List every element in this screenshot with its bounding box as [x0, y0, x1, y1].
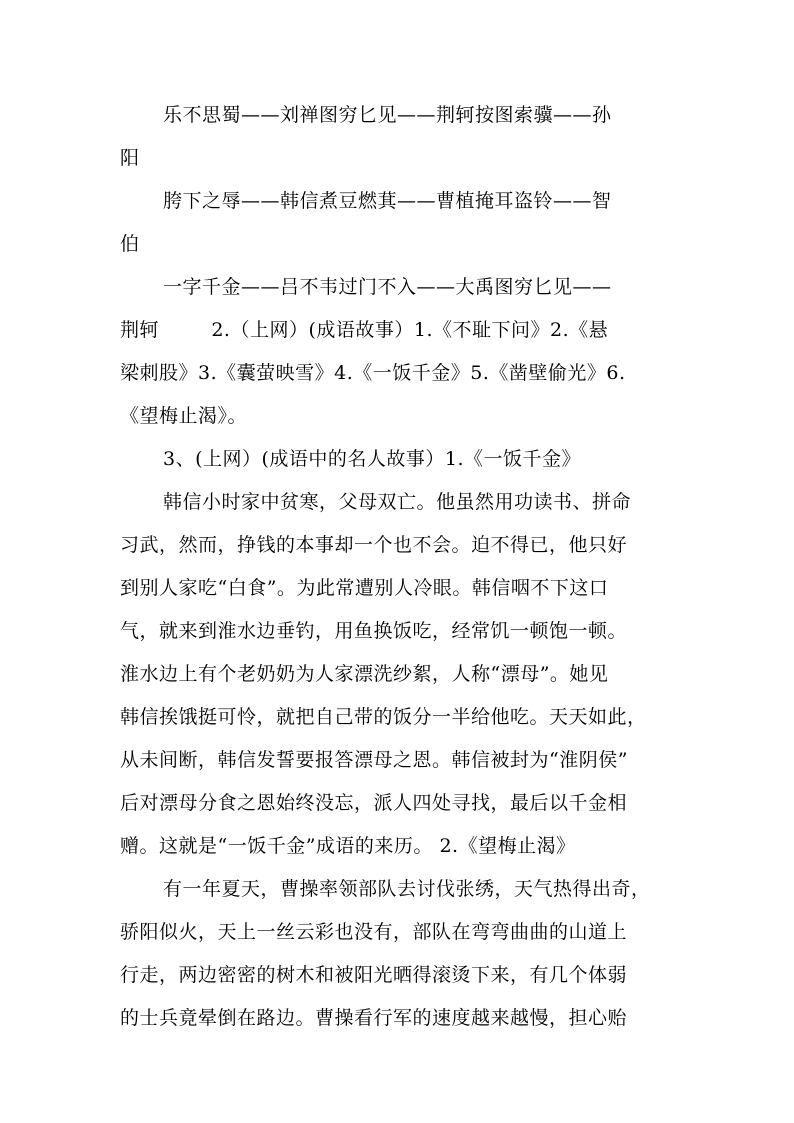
- text-line: 的士兵竟晕倒在路边。曹操看行军的速度越来越慢，担心贻: [120, 1007, 628, 1029]
- text-line: 到别人家吃“白食”。为此常遭别人冷眼。韩信咽不下这口: [120, 577, 609, 599]
- text-line: 习武，然而，挣钱的本事却一个也不会。迫不得已，他只好: [120, 534, 628, 556]
- text-line: 淮水边上有个老奶奶为人家漂洗纱絮，人称“漂母”。她见: [120, 663, 609, 685]
- text-line: 一字千金——吕不韦过门不入——大禹图穷匕见——: [163, 276, 612, 298]
- text-line: 阳: [120, 147, 140, 169]
- text-line: 有一年夏天，曹操率领部队去讨伐张绣，天气热得出奇，: [163, 878, 651, 900]
- text-line: 骄阳似火，天上一丝云彩也没有，部队在弯弯曲曲的山道上: [120, 921, 628, 943]
- text-line: 气，就来到淮水边垂钓，用鱼换饭吃，经常饥一顿饱一顿。: [120, 620, 628, 642]
- text-line: 伯: [120, 233, 140, 255]
- text-line: 胯下之辱——韩信煮豆燃萁——曹植掩耳盗铃——智: [163, 190, 612, 212]
- text-line: 乐不思蜀——刘禅图穷匕见——荆轲按图索骥——孙: [163, 104, 612, 126]
- text-line: 从未间断，韩信发誓要报答漂母之恩。韩信被封为“淮阴侯”: [120, 749, 628, 771]
- text-line: 梁刺股》3.《囊萤映雪》4.《一饭千金》5.《凿壁偷光》6.: [120, 362, 626, 384]
- text-line: 韩信挨饿挺可怜，就把自己带的饭分一半给他吃。天天如此，: [120, 706, 647, 728]
- text-line: 后对漂母分食之恩始终没忘，派人四处寻找，最后以千金相: [120, 792, 628, 814]
- text-line: 行走，两边密密的树木和被阳光晒得滚烫下来，有几个体弱: [120, 964, 628, 986]
- text-line: 荆轲 2.（上网）(成语故事）1.《不耻下问》2.《悬: [120, 319, 609, 341]
- section-heading: 3、(上网）(成语中的名人故事）1.《一饭千金》: [163, 448, 582, 470]
- text-line: 韩信小时家中贫寒，父母双亡。他虽然用功读书、拼命: [163, 491, 632, 513]
- text-line: 《望梅止渴》。: [120, 405, 248, 427]
- text-line: 赠。这就是“一饭千金”成语的来历。 2.《望梅止渴》: [120, 835, 576, 857]
